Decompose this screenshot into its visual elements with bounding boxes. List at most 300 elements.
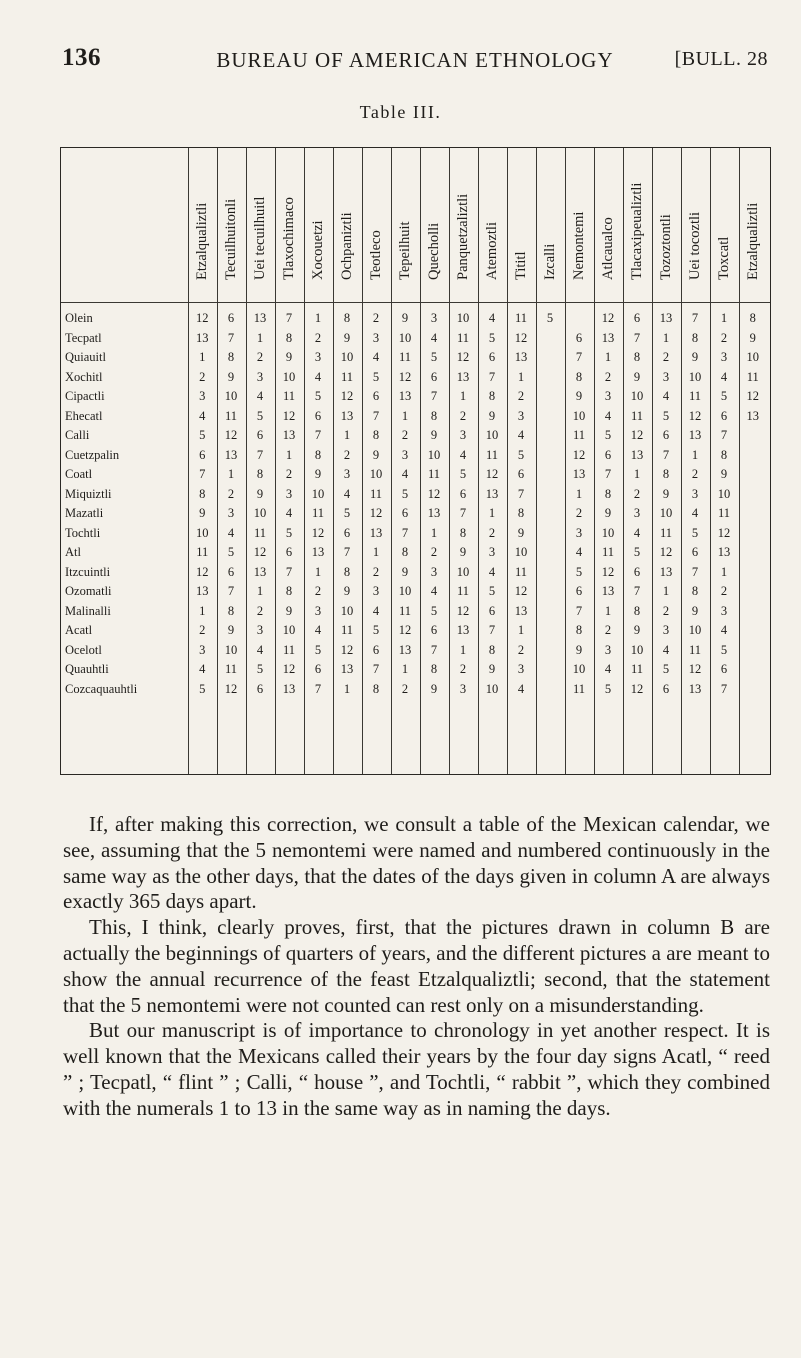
table-cell: 8 [662,467,670,481]
table-cell: 4 [227,525,235,540]
table-cell: 5 [604,681,612,696]
table-cell: 13 [688,428,702,442]
table-cell: 8 [199,486,206,501]
table-cell: 12 [224,428,238,442]
table-cell: 6 [314,408,322,423]
table-cell: 3 [662,369,670,384]
table-cell: 3 [430,311,438,325]
table-cell: 12 [456,603,470,618]
row-label: Cipactli [65,389,105,403]
table-cell [536,504,565,524]
table-cell: 2 [401,428,409,442]
table-cell: 11 [253,525,267,540]
table-cell: 1 [343,681,351,696]
table-cell: 2 [604,369,612,384]
table-cell: 8 [488,642,496,657]
table-cell: 10 [224,642,238,657]
table-cell: 12 [282,662,296,676]
table-cell: 7 [372,408,380,423]
table-cell: 6 [285,545,293,559]
table-cell: 10 [688,369,702,384]
table-cell: 11 [282,389,296,403]
table-cell: 5 [227,545,235,559]
table-cell: 8 [343,564,351,579]
row-label: Ehecatl [65,408,103,423]
table-cell: 6 [199,447,206,462]
table-cell: 8 [575,369,583,384]
table-cell [536,602,565,622]
table-cell: 1 [575,486,583,501]
table-cell: 7 [430,642,438,657]
table-cell: 1 [199,603,206,618]
table-cell: 1 [430,525,438,540]
table-cell [739,582,768,602]
table-cell: 7 [430,389,438,403]
table-cell: 8 [256,467,264,481]
table-cell: 2 [517,389,525,403]
table-cell: 1 [314,564,322,579]
table-cell: 4 [199,662,206,676]
table-cell: 12 [282,408,296,423]
table-cell: 13 [253,311,267,325]
table-cell: 7 [720,681,728,696]
running-head [62,44,768,80]
table-cell: 11 [224,662,238,676]
table-cell: 4 [372,350,380,364]
column-header [739,154,768,298]
column-header [681,154,710,298]
table-cell: 5 [314,642,322,657]
table-cell: 7 [285,564,293,579]
row-label: Acatl [65,623,93,637]
table-cell: 8 [575,623,583,637]
table-cell: 2 [633,486,641,501]
table-cell: 7 [662,447,670,462]
table-cell: 5 [430,603,438,618]
column-header [333,154,362,298]
table-cell: 12 [369,506,383,520]
table-cell: 3 [372,330,380,345]
table-cell: 11 [514,311,528,325]
table-cell: 2 [720,584,728,598]
body-text [63,812,770,1122]
table-cell: 6 [575,584,583,598]
table-cell: 7 [372,662,380,676]
table-cell: 11 [456,330,470,345]
table-cell: 3 [517,408,525,423]
table-cell: 1 [372,545,380,559]
table-cell: 5 [314,389,322,403]
table-cell: 6 [256,681,264,696]
table-cell: 5 [401,486,409,501]
table-cell: 13 [688,681,702,696]
table-cell: 13 [340,408,354,423]
table-cell: 3 [604,642,612,657]
row-label: Tochtli [65,525,101,540]
table-cell: 12 [196,564,209,579]
table-cell: 9 [633,623,641,637]
table-cell: 3 [575,525,583,540]
table-cell: 11 [688,642,702,657]
table-cell: 3 [517,662,525,676]
column-header-label: Ochpaniztli [339,212,355,280]
table-cell: 2 [575,506,583,520]
column-header [391,154,420,298]
table-cell: 5 [488,330,496,345]
table-cell: 7 [633,330,641,345]
table-cell: 1 [633,467,641,481]
table-cell: 9 [662,486,670,501]
table-cell: 10 [485,428,499,442]
table-cell: 3 [314,350,322,364]
table-cell: 8 [720,447,728,462]
table-cell: 1 [662,584,670,598]
page-header-title: BUREAU OF AMERICAN ETHNOLOGY [216,48,614,72]
table-cell: 13 [514,350,528,364]
table-cell: 1 [517,369,525,384]
table-cell: 3 [372,584,380,598]
table-cell: 7 [488,369,496,384]
column-header [594,154,623,298]
table-cell: 5 [720,642,728,657]
table-cell: 8 [749,311,756,325]
table-cell: 2 [662,603,670,618]
table-cell: 2 [199,623,206,637]
table-cell: 4 [285,506,293,520]
table-cell: 13 [427,506,441,520]
table-cell: 13 [398,389,412,403]
column-header-label: Etzalqualiztli [194,202,211,280]
table-cell: 3 [199,642,206,657]
table-cell: 12 [340,389,354,403]
table-cell: 4 [517,428,525,442]
table-cell: 4 [430,584,438,598]
column-header-label: Tozoztontli [658,214,674,280]
bulletin-reference: [BULL. 28 [674,48,768,70]
row-label: Quiauitl [65,350,106,364]
table-cell: 2 [517,642,525,657]
table-cell: 7 [691,311,699,325]
table-cell: 10 [456,311,470,325]
table-cell [739,504,768,524]
table-cell: 2 [314,330,322,345]
table-cell: 11 [688,389,702,403]
table-cell: 8 [372,428,380,442]
table-cell: 10 [456,564,470,579]
table-cell: 8 [633,603,641,618]
table-cell: 13 [717,545,731,559]
table-cell: 6 [691,545,699,559]
table-cell: 4 [488,564,496,579]
table-cell: 4 [488,311,496,325]
column-header-label: Etzalqualiztli [744,202,761,280]
table-cell [739,543,768,563]
table-cell: 6 [430,369,438,384]
table-cell: 7 [343,545,351,559]
table-cell: 9 [401,564,409,579]
table-cell: 4 [459,447,467,462]
table-cell: 5 [691,525,699,540]
table-cell: 2 [662,350,670,364]
paragraph: This, I think, clearly proves, first, that the pictures drawn in column B are actually the beginnings of quarters of years, and the different pictures a are meant to show the annual recurrence of the feast Etzalqualiztli; second, that the statement that the 5 nemontemi were not counted can rest only on a misunderstanding. [63,915,770,1017]
row-label: Itzcuintli [65,564,111,579]
table-cell: 13 [369,525,383,540]
table-cell: 5 [662,662,670,676]
table-cell: 6 [430,623,438,637]
table-cell: 10 [659,506,673,520]
table-cell: 1 [199,350,206,364]
table-cell: 10 [688,623,702,637]
table-cell: 5 [720,389,728,403]
table-cell: 6 [633,311,641,325]
table-cell: 4 [343,486,351,501]
table-cell: 8 [343,311,351,325]
table-cell [536,680,565,700]
table-cell [739,641,768,661]
table-cell: 3 [343,467,351,481]
table-cell: 13 [659,311,673,325]
column-header [449,154,478,298]
table-cell: 12 [630,428,644,442]
column-header [623,154,652,298]
table-cell: 2 [372,564,380,579]
table-cell: 6 [459,486,467,501]
table-cell [536,465,565,485]
table-cell: 3 [256,369,264,384]
table-cell: 6 [314,662,322,676]
table-cell: 7 [633,584,641,598]
table-cell: 4 [256,389,264,403]
table-cell [739,680,768,700]
table-cell: 5 [488,584,496,598]
table-cell: 10 [514,545,528,559]
table-cell: 4 [604,408,612,423]
table-cell: 7 [604,467,612,481]
table-cell: 8 [517,506,525,520]
row-label: Xochitl [65,369,103,384]
row-label: Tecpatl [65,330,102,345]
table-cell: 8 [285,584,293,598]
table-cell: 4 [430,330,438,345]
column-header-label: Quecholli [426,222,442,280]
table-cell: 7 [285,311,293,325]
table-cell: 1 [604,603,612,618]
table-cell: 9 [575,642,583,657]
row-label: Malinalli [65,603,111,618]
table-cell: 10 [630,642,644,657]
table-cell: 11 [717,506,731,520]
table-cell: 4 [401,467,409,481]
table-cell: 3 [227,506,235,520]
table-cell: 12 [253,545,267,559]
table-cell: 11 [659,525,673,540]
table-cell: 13 [456,369,470,384]
table-cell: 1 [256,584,264,598]
table-cell: 3 [256,623,264,637]
table-cell: 9 [720,467,728,481]
table-cell [536,660,565,680]
table-cell: 6 [256,428,264,442]
table-cell [536,563,565,583]
table-cell: 2 [459,408,467,423]
table-cell: 6 [517,467,525,481]
table-cell: 4 [662,389,670,403]
table-cell: 8 [285,330,293,345]
paragraph: But our manuscript is of importance to chronology in yet another respect. It is well known that the Mexicans called their years by the four day signs Acatl, “ reed ” ; Tecpatl, “ flint ” ; Calli, “ house ”, and Tochtli, “ rabbit ”, which they combined with the numerals 1 to 13 in the same way as in naming the days. [63,1018,770,1120]
table-cell: 5 [372,623,380,637]
table-cell: 13 [340,662,354,676]
table-cell: 8 [604,486,612,501]
table-cell: 11 [427,467,441,481]
table-cell: 5 [546,311,554,325]
table-cell: 9 [227,623,235,637]
table-cell: 2 [720,330,728,345]
column-header-label: Toxcatl [716,236,732,280]
table-cell: 13 [630,447,644,462]
table-cell: 7 [720,428,728,442]
table-cell: 7 [459,506,467,520]
table-cell: 6 [662,681,670,696]
table-cell: 11 [282,642,296,657]
table-cell: 5 [285,525,293,540]
table-cell: 2 [227,486,235,501]
row-label: Atl [65,545,81,559]
table-cell: 10 [572,662,586,676]
table-cell: 9 [459,545,467,559]
row-label: Miquiztli [65,486,112,501]
table-cell: 11 [630,408,644,423]
table-cell: 11 [514,564,528,579]
row-label: Coatl [65,467,93,481]
table-cell: 9 [401,311,409,325]
table-cell: 8 [691,584,699,598]
calendar-table [60,147,771,775]
table-cell: 11 [340,623,354,637]
table-cell: 10 [340,350,354,364]
table-cell: 3 [430,564,438,579]
table-cell: 12 [485,467,499,481]
table-cell: 9 [256,486,264,501]
column-header [246,154,275,298]
table-cell: 6 [633,564,641,579]
table-cell: 9 [488,408,496,423]
table-cell: 5 [604,428,612,442]
table-cell: 6 [720,662,728,676]
table-cell: 13 [456,623,470,637]
row-label: Cozcaquauhtli [65,681,138,696]
table-cell: 1 [517,623,525,637]
table-cell [739,465,768,485]
column-header [710,154,739,298]
row-label: Quauhtli [65,662,109,676]
table-cell [739,602,768,622]
table-cell: 4 [256,642,264,657]
table-cell: 13 [398,642,412,657]
table-cell: 10 [340,603,354,618]
table-cell: 11 [746,369,759,384]
page-number: 136 [62,44,101,71]
table-cell: 10 [630,389,644,403]
column-header-label: Tititl [513,251,529,280]
table-cell: 1 [488,506,496,520]
table-cell [739,621,768,641]
table-cell: 5 [430,350,438,364]
table-cell: 3 [459,428,467,442]
table-cell: 8 [314,447,322,462]
table-cell: 6 [604,447,612,462]
table-cell: 5 [575,564,583,579]
table-cell: 13 [311,545,325,559]
table-cell: 8 [488,389,496,403]
table-cell [536,329,565,349]
column-header-label: Tlacaxipeualiztli [629,182,645,280]
header-rule [61,302,770,303]
table-cell [739,524,768,544]
table-cell: 5 [662,408,670,423]
table-cell: 5 [256,662,264,676]
table-cell: 10 [196,525,209,540]
table-cell: 12 [514,584,528,598]
table-cell: 8 [691,330,699,345]
table-cell: 7 [691,564,699,579]
table-cell: 10 [427,447,441,462]
table-cell: 1 [401,662,409,676]
table-cell: 10 [369,467,383,481]
table-cell [536,348,565,368]
table-cell: 7 [314,681,322,696]
table-cell: 12 [746,389,759,403]
table-cell: 1 [459,642,467,657]
table-cell: 6 [575,330,583,345]
table-cell: 9 [285,603,293,618]
table-cell: 7 [575,603,583,618]
table-cell: 3 [401,447,409,462]
table-cell: 13 [601,330,615,345]
table-cell: 3 [314,603,322,618]
table-cell: 8 [401,545,409,559]
row-label: Cuetzpalin [65,447,120,462]
table-cell: 10 [717,486,731,501]
table-cell: 9 [343,330,351,345]
table-cell: 12 [224,681,238,696]
table-cell [739,426,768,446]
table-cell: 9 [517,525,525,540]
column-header [536,154,565,298]
table-cell: 5 [199,681,206,696]
table-cell: 2 [314,584,322,598]
table-cell [536,485,565,505]
table-cell: 8 [430,662,438,676]
table-cell: 3 [720,603,728,618]
table-cell: 1 [285,447,293,462]
table-cell: 1 [604,350,612,364]
table-cell: 9 [691,350,699,364]
row-label: Ozomatli [65,584,112,598]
table-cell [536,426,565,446]
table-cell: 12 [659,545,673,559]
table-cell: 10 [224,389,238,403]
table-cell: 7 [227,584,235,598]
table-cell: 8 [227,603,235,618]
table-cell: 10 [485,681,499,696]
table-cell: 7 [517,486,525,501]
table-cell: 1 [227,467,235,481]
column-header [507,154,536,298]
table-cell: 6 [720,408,728,423]
table-cell: 9 [199,506,206,520]
row-label: Calli [65,428,90,442]
table-cell: 4 [720,623,728,637]
